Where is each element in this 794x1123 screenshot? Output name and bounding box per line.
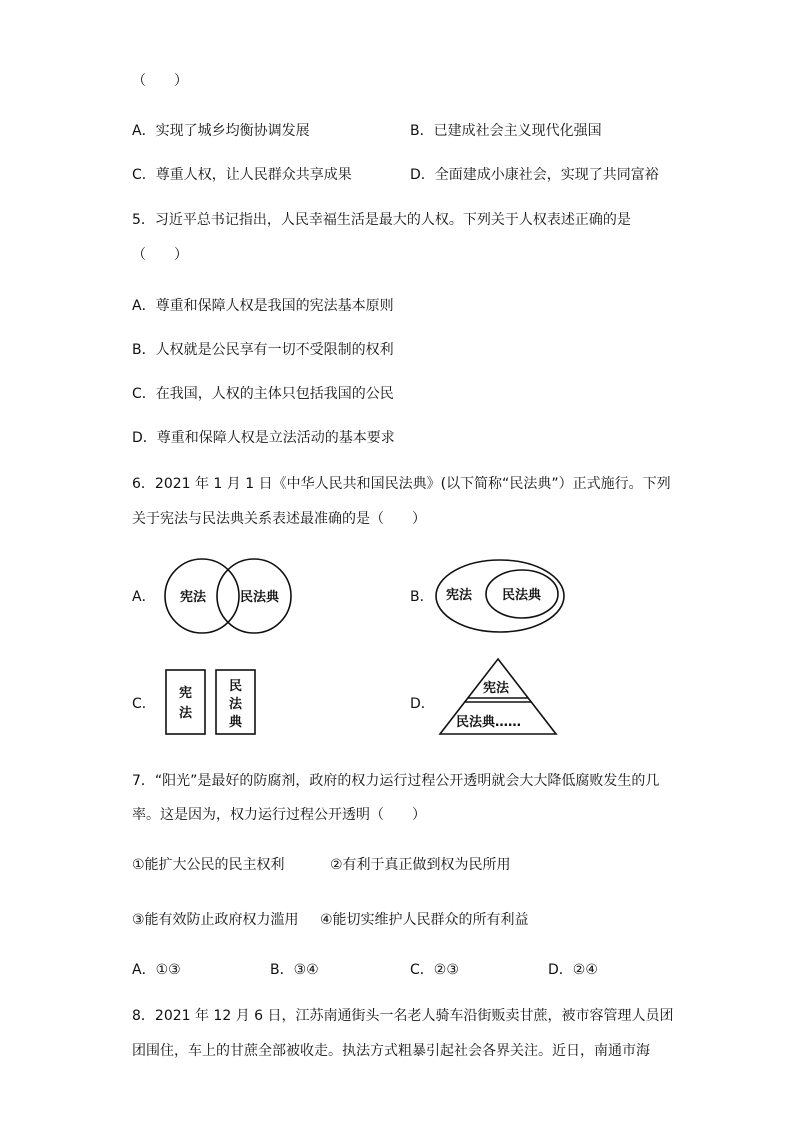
diagram-a-left-label: 宪法 — [180, 590, 207, 605]
q7-stem-line2: 率。这是因为，权力运行过程公开透明（ ） — [132, 807, 426, 823]
q4-answer-paren: （ ） — [132, 73, 188, 89]
diagram-b-outer-label: 宪法 — [446, 588, 473, 603]
diagram-c-left-char-1: 宪 — [179, 686, 193, 701]
q5-answer-paren: （ ） — [132, 247, 188, 263]
q7-stem-line1: 7．“阳光”是最好的防腐剂，政府的权力运行过程公开透明就会大大降低腐败发生的几 — [132, 773, 660, 789]
q5-option-a: A．尊重和保障人权是我国的宪法基本原则 — [132, 298, 394, 314]
q7-option-c: C．②③ — [410, 962, 459, 978]
q6-stem-line2: 关于宪法与民法典关系表述最准确的是（ ） — [132, 511, 426, 527]
q7-item-2: ②有利于真正做到权为民所用 — [330, 857, 511, 873]
q7-option-a: A．①③ — [132, 962, 181, 978]
q6-label-b: B． — [410, 589, 434, 605]
diagram-b-nested-ellipses — [434, 558, 570, 634]
diagram-a-overlapping-circles — [160, 556, 300, 636]
q8-stem-line1: 8．2021 年 12 月 6 日，江苏南通街头一名老人骑车沿街贩卖甘蔗，被市容管理人员团 — [132, 1008, 674, 1024]
q5-option-d: D．尊重和保障人权是立法活动的基本要求 — [132, 430, 395, 446]
q5-option-b: B．人权就是公民享有一切不受限制的权利 — [132, 342, 394, 358]
diagram-d-pyramid — [438, 656, 574, 738]
q7-item-4: ④能切实维护人民群众的所有利益 — [320, 912, 529, 928]
q4-option-d: D．全面建成小康社会，实现了共同富裕 — [410, 167, 659, 183]
q7-option-d: D．②④ — [548, 962, 598, 978]
diagram-c-separate-boxes — [164, 668, 260, 738]
diagram-d-top-label: 宪法 — [483, 681, 510, 696]
diagram-b-inner-label: 民法典 — [502, 588, 542, 603]
q4-option-a: A．实现了城乡均衡协调发展 — [132, 123, 310, 139]
q7-option-b: B．③④ — [270, 962, 319, 978]
diagram-c-right-char-3: 典 — [229, 715, 243, 730]
diagram-c-right-char-1: 民 — [229, 679, 243, 694]
diagram-d-bottom-label: 民法典…… — [456, 715, 522, 730]
q5-stem: 5．习近平总书记指出，人民幸福生活是最大的人权。下列关于人权表述正确的是 — [132, 212, 631, 228]
q4-option-b: B．已建成社会主义现代化强国 — [410, 123, 602, 139]
q7-item-1: ①能扩大公民的民主权利 — [132, 857, 285, 873]
q5-option-c: C．在我国，人权的主体只包括我国的公民 — [132, 386, 394, 402]
q6-label-a: A． — [132, 589, 156, 605]
q6-label-c: C． — [132, 696, 156, 712]
q4-option-c: C．尊重人权，让人民群众共享成果 — [132, 167, 352, 183]
q7-item-3: ③能有效防止政府权力滥用 — [132, 912, 299, 928]
q6-stem-line1: 6．2021 年 1 月 1 日《中华人民共和国民法典》(以下简称“民法典”）正式施行。下列 — [132, 476, 671, 492]
diagram-c-left-char-2: 法 — [179, 706, 193, 721]
diagram-c-right-char-2: 法 — [229, 697, 243, 712]
q6-label-d: D． — [410, 696, 435, 712]
q8-stem-line2: 团围住，车上的甘蔗全部被收走。执法方式粗暴引起社会各界关注。近日，南通市海 — [132, 1043, 650, 1059]
diagram-a-right-label: 民法典 — [240, 590, 280, 605]
